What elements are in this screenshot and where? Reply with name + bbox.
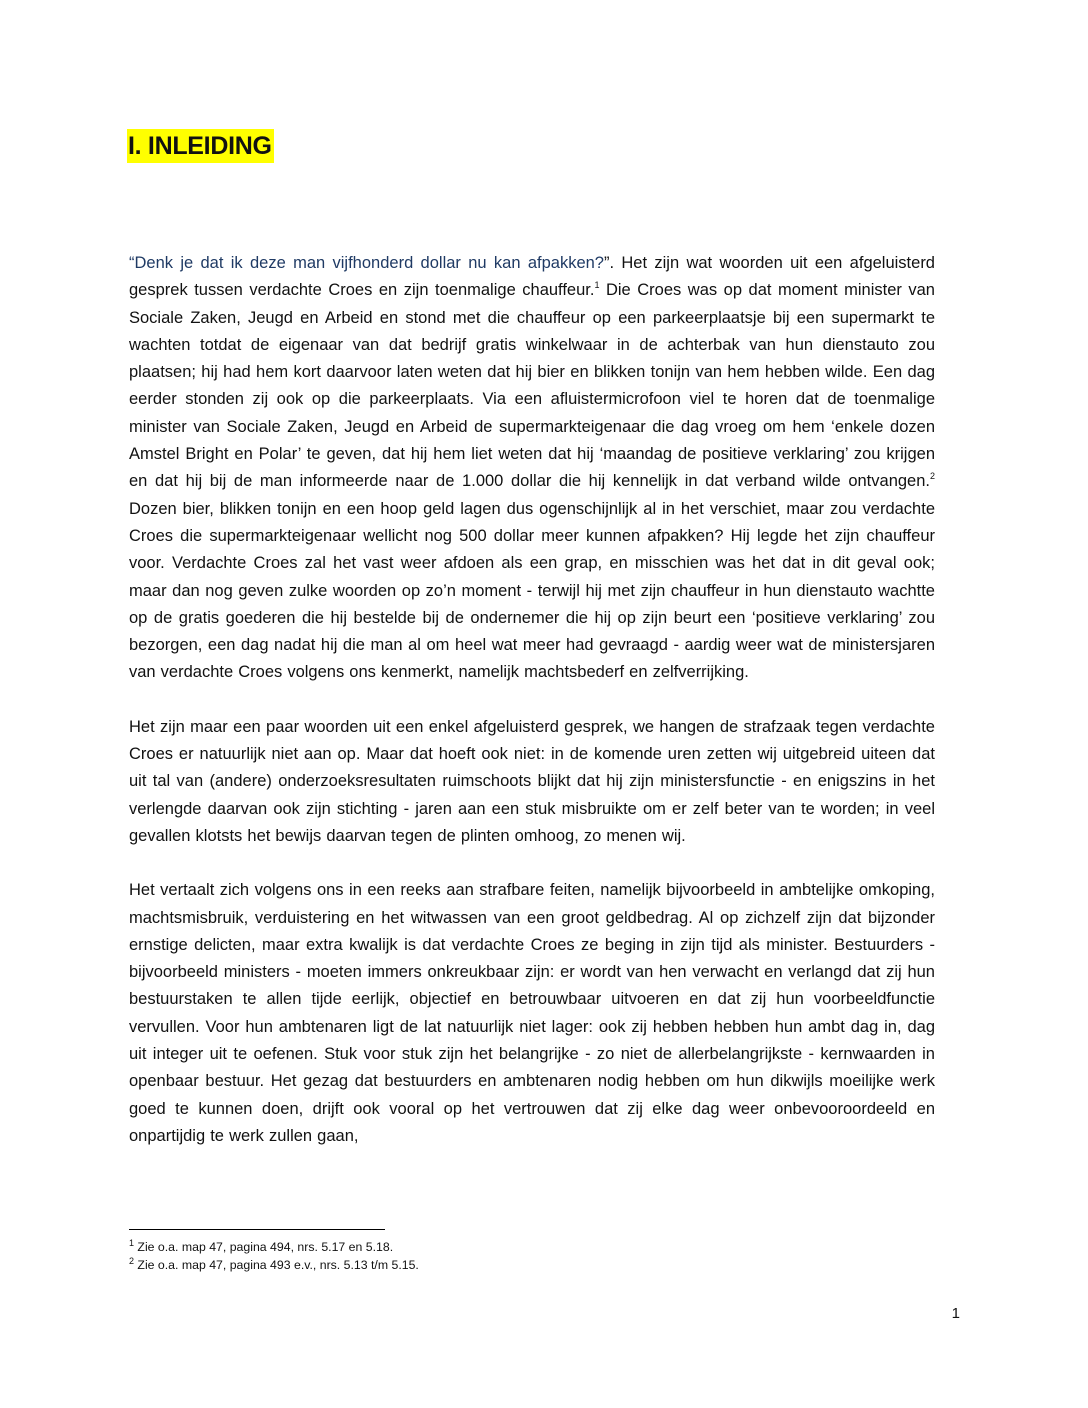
paragraph-1-text-b: Die Croes was op dat moment minister van Sociale Zaken, Jeugd en Arbeid en stond met die chauffeur op een parkeerplaatsje bij een supermarkt te wachten totdat de eigenaar van dat bedrijf gratis winkelwaar in de achterbak van hun dienstauto zou plaatsen; hij had hem kort daarvoor laten weten dat hij bier en blikken tonijn van hem hebben wilde. Een dag eerder stonden zij ook op die parkeerplaats. Via een afluistermicrofoon viel te horen dat de toenmalige minister van Sociale Zaken, Jeugd en Arbeid de supermarkteigenaar die dag vroeg om hem ‘enkele dozen Amstel Bright en Polar’ te geven, dat hij hem liet weten dat hij ‘maandag de positieve verklaring’ zou krijgen en dat hij bij de man informeerde naar de 1.000 dollar die hij kennelijk in dat verband wilde ontvangen.	[129, 281, 935, 491]
body-text	[129, 250, 935, 1177]
footnote-2	[129, 1256, 829, 1274]
paragraph-2: Het zijn maar een paar woorden uit een enkel afgeluisterd gesprek, we hangen de strafzaak tegen verdachte Croes er natuurlijk niet aan op. Maar dat hoeft ook niet: in de komende uren zetten wij uitgebreid uiteen dat uit tal van (andere) onderzoeksresultaten ruimschoots blijkt dat hij zijn ministersfunctie - en enigszins in het verlengde daarvan ook zijn stichting - jaren aan een stuk misbruikte om er zelf beter van te worden; in veel gevallen klotsts het bewijs daarvan tegen de plinten omhoog, zo menen wij.	[129, 717, 935, 845]
paragraph-1	[129, 250, 935, 687]
page-number: 1	[951, 1305, 960, 1322]
footnote-separator	[129, 1229, 385, 1230]
quoted-question: “Denk je dat ik deze man vijfhonderd dollar nu kan afpakken?	[129, 254, 604, 272]
footnote-1-text: Zie o.a. map 47, pagina 494, nrs. 5.17 en 5.18.	[134, 1240, 394, 1254]
section-heading: I. INLEIDING	[127, 129, 274, 163]
paragraph-3: Het vertaalt zich volgens ons in een reeks aan strafbare feiten, namelijk bijvoorbeeld in ambtelijke omkoping, machtsmisbruik, verduistering en het witwassen van een groot geldbedrag. Al op zichzelf zijn dat bijzonder ernstige delicten, maar extra kwalijk is dat verdachte Croes ze beging in zijn tijd als minister. Bestuurders - bijvoorbeeld ministers - moeten immers onkreukbaar zijn: er wordt van hen verwacht en verlangd dat zij hun bestuurstaken te allen tijde eerlijk, objectief en betrouwbaar uitvoeren en dat zij hun voorbeeldfunctie vervullen. Voor hun ambtenaren ligt de lat natuurlijk niet lager: ook zij hebben hebben hun ambt dag in, dag uit integer uit te oefenen. Stuk voor stuk zijn het belangrijke - zo niet de allerbelangrijkste - kernwaarden in openbaar bestuur. Het gezag dat bestuurders en ambtenaren nodig hebben om hun dikwijls moeilijke werk goed te kunnen doen, drijft ook vooral op het vertrouwen dat zij elke dag weer onbevooroordeeld en onpartijdig te werk zullen gaan,	[129, 881, 935, 1145]
footnote-ref-2[interactable]: 2	[929, 471, 935, 482]
footnote-2-text: Zie o.a. map 47, pagina 493 e.v., nrs. 5.13 t/m 5.15.	[134, 1258, 419, 1272]
footnote-1	[129, 1238, 829, 1256]
quote-close-mark: ”	[603, 254, 610, 272]
paragraph-1-text-c: Dozen bier, blikken tonijn en een hoop geld lagen dus ogenschijnlijk al in het verschiet, maar zou verdachte Croes die supermarkteigenaar wellicht nog 500 dollar meer kunnen afpakken? Hij legde het zijn chauffeur voor. Verdachte Croes zal het vast weer afdoen als een grap, en misschien was het dat in dit geval ook; maar dan nog geven zulke woorden op zo’n moment - terwijl hij met zijn chauffeur in hun dienstauto wachtte op de gratis goederen die hij bestelde bij de ondernemer die hij op zijn beurt een ‘positieve verklaring’ zou bezorgen, een dag nadat hij die man al om heel wat meer had gevraagd - aardig weer wat de ministersjaren van verdachte Croes volgens ons kenmerkt, namelijk machtsbederf en zelfverrijking.	[129, 499, 935, 682]
footnote-ref-1[interactable]: 1	[594, 280, 600, 291]
footnote-2-number: 2	[129, 1256, 135, 1266]
paragraph-1-text-a: . Het zijn wat woorden uit een afgeluisterd gesprek tussen verdachte Croes en zijn toenmalige chauffeur.	[129, 254, 935, 300]
footnote-1-number: 1	[129, 1238, 135, 1248]
footnotes	[129, 1238, 829, 1274]
